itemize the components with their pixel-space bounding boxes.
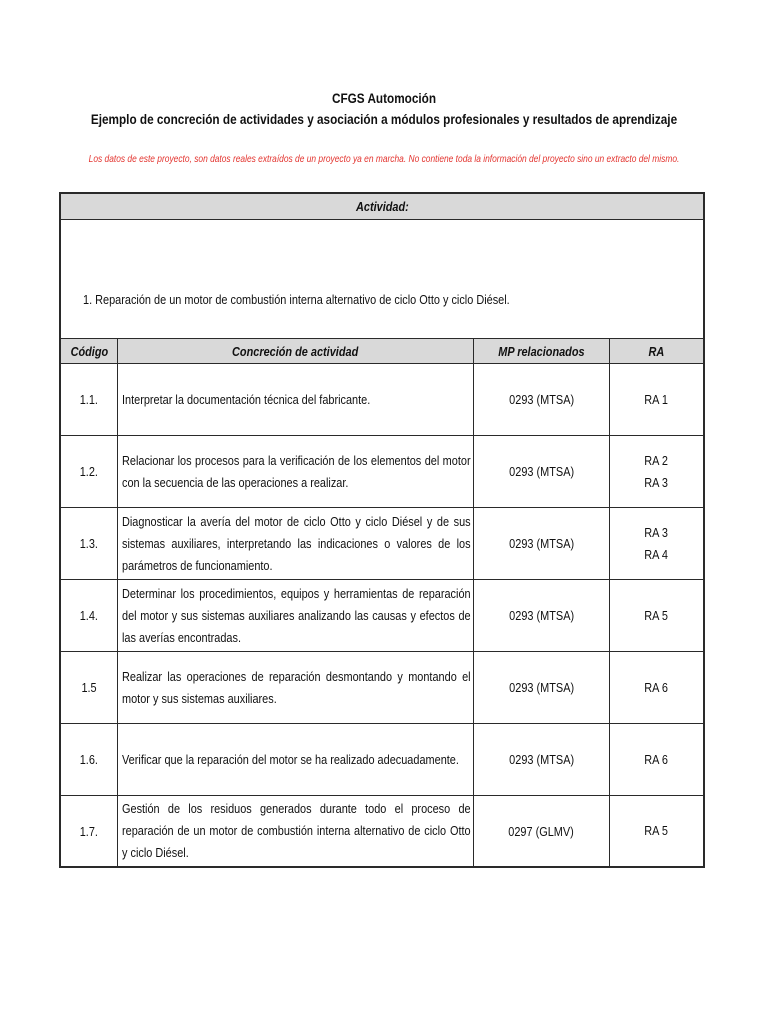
table-row — [61, 508, 703, 580]
row-mp: 0293 (MTSA) — [474, 436, 610, 507]
row-mp: 0293 (MTSA) — [474, 652, 610, 723]
document-subtitle: Ejemplo de concreción de actividades y asociación a módulos profesionales y resultados de aprendizaje — [90, 111, 678, 127]
row-concretion: Verificar que la reparación del motor se ha realizado adecuadamente. — [118, 724, 474, 795]
row-ra: RA 2 RA 3 — [644, 452, 669, 490]
row-concretion: Realizar las operaciones de reparación desmontando y montando el motor y sus sistemas auxiliares. — [118, 652, 474, 723]
table-row — [61, 436, 703, 508]
row-mp: 0293 (MTSA) — [474, 364, 610, 435]
row-code: 1.6. — [61, 724, 118, 795]
row-concretion: Determinar los procedimientos, equipos y herramientas de reparación del motor y sus sistemas auxiliares analizando las causas y efectos de las averías encontradas. — [118, 580, 474, 651]
activity-table — [59, 192, 705, 868]
row-mp: 0293 (MTSA) — [474, 724, 610, 795]
row-concretion: Interpretar la documentación técnica del fabricante. — [118, 364, 474, 435]
row-mp: 0293 (MTSA) — [474, 580, 610, 651]
table-header-row — [61, 339, 703, 364]
table-row — [61, 724, 703, 796]
table-row — [61, 796, 703, 866]
activity-heading — [61, 194, 703, 220]
row-concretion: Gestión de los residuos generados durante todo el proceso de reparación de un motor de combustión interna alternativo de ciclo Otto y ciclo Diésel. — [118, 796, 474, 866]
column-header-concretion: Concreción de actividad — [118, 339, 474, 363]
table-row — [61, 652, 703, 724]
row-code: 1.3. — [61, 508, 118, 579]
document-title: CFGS Automoción — [331, 90, 437, 106]
table-row — [61, 364, 703, 436]
row-ra: RA 5 — [644, 823, 669, 838]
row-code: 1.5 — [61, 652, 118, 723]
row-code: 1.1. — [61, 364, 118, 435]
activity-description — [61, 220, 703, 339]
column-header-code: Código — [61, 339, 118, 363]
row-ra: RA 1 — [644, 391, 669, 407]
activity-heading-label: Actividad: — [355, 199, 409, 214]
row-concretion: Diagnosticar la avería del motor de ciclo Otto y ciclo Diésel y de sus sistemas auxiliares, interpretando las indicaciones o valores de los parámetros de funcionamiento. — [118, 508, 474, 579]
column-header-mp: MP relacionados — [474, 339, 610, 363]
column-header-ra: RA — [648, 343, 665, 359]
row-code: 1.2. — [61, 436, 118, 507]
row-code: 1.7. — [61, 796, 118, 866]
row-mp: 0293 (MTSA) — [474, 508, 610, 579]
activity-item: 1. Reparación de un motor de combustión interna alternativo de ciclo Otto y ciclo Diésel. — [83, 292, 510, 307]
row-ra: RA 6 — [644, 751, 669, 767]
row-mp: 0297 (GLMV) — [474, 796, 610, 866]
row-ra: RA 3 RA 4 — [644, 524, 669, 562]
row-code: 1.4. — [61, 580, 118, 651]
row-ra: RA 5 — [644, 607, 669, 623]
disclaimer-note: Los datos de este proyecto, son datos reales extraídos de un proyecto ya en marcha. No contiene toda la información del proyecto sino un extracto del mismo. — [88, 153, 680, 165]
row-concretion: Relacionar los procesos para la verificación de los elementos del motor con la secuencia de las operaciones a realizar. — [118, 436, 474, 507]
row-ra: RA 6 — [644, 679, 669, 695]
table-row — [61, 580, 703, 652]
